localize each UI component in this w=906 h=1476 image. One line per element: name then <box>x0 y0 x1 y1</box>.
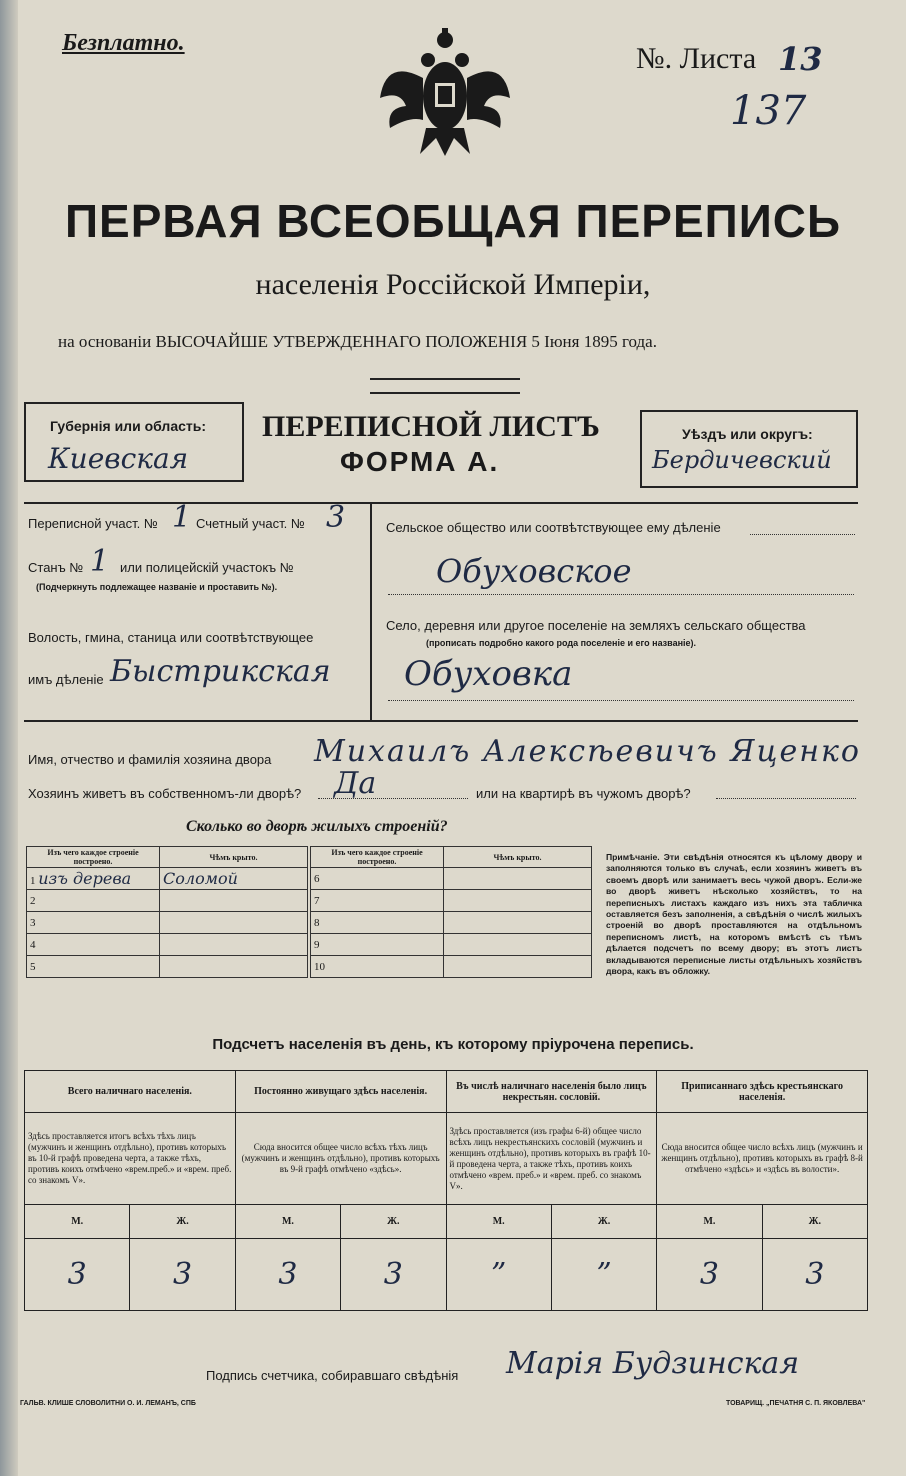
stan-value: 1 <box>90 544 110 579</box>
nonpeasant-m-value: ” <box>446 1239 551 1311</box>
row-number: 4 <box>27 934 160 956</box>
present-f-value: 3 <box>130 1239 235 1311</box>
pop-desc-present: Здѣсь проставляется итогъ всѣхъ тѣхъ лицъ (мужчинъ и женщинъ отдѣльно), противъ которыхъ въ 10-й графѣ проведена черта, а также тѣхъ, противъ коихъ отмѣчено «врем.преб.» и «врем. преб. со знакомъ V». <box>25 1113 236 1205</box>
roof-value <box>444 868 592 890</box>
roof-value <box>444 912 592 934</box>
permanent-f-value: 3 <box>341 1239 446 1311</box>
volost-label-2: имъ дѣленіе <box>28 672 104 687</box>
table-row <box>27 934 308 956</box>
col-roof: Чѣмъ крыто. <box>444 847 592 868</box>
registered-m-value: 3 <box>657 1239 762 1311</box>
pop-desc-registered: Сюда вносится общее число всѣхъ лицъ (мужчинъ и женщинъ отдѣльно), противъ которыхъ въ графѣ 8-й отмѣчено «здѣсь» и «здѣсь въ волости». <box>657 1113 868 1205</box>
row-number: 1 <box>30 875 36 887</box>
signature-value: Марія Будзинская <box>506 1346 800 1381</box>
own-yard-value: Да <box>334 766 377 801</box>
stan-label: Станъ № <box>28 560 84 575</box>
table-row <box>311 956 592 978</box>
table-row <box>311 934 592 956</box>
roof-value <box>160 890 308 912</box>
col-roof: Чѣмъ крыто. <box>160 847 308 868</box>
roof-value <box>160 934 308 956</box>
material-value: изъ дерева <box>38 869 132 888</box>
row-number: 8 <box>311 912 444 934</box>
pop-col-present: Всего наличнаго населенія. <box>25 1071 236 1113</box>
own-yard-label: Хозяинъ живетъ въ собственномъ-ли дворѣ? <box>28 786 302 801</box>
col-material: Изъ чего каждое строеніе построено. <box>311 847 444 868</box>
sex-m-header: М. <box>446 1205 551 1239</box>
census-district-label: Переписной участ. № <box>28 516 158 531</box>
village-value: Обуховка <box>404 654 573 694</box>
uezd-label: Уѣздъ или округъ: <box>682 426 813 442</box>
row-number: 6 <box>311 868 444 890</box>
society-line <box>750 534 855 535</box>
sex-f-header: Ж. <box>762 1205 867 1239</box>
owner-name-value: Михаилъ Алексѣевичъ Яценко <box>314 734 861 769</box>
permanent-m-value: 3 <box>235 1239 340 1311</box>
sheet-number-label: №. Листа <box>636 42 757 75</box>
row-number: 10 <box>311 956 444 978</box>
own-yard-line <box>318 798 468 799</box>
table-row <box>27 912 308 934</box>
population-table <box>24 1070 868 1311</box>
present-m-value: 3 <box>25 1239 130 1311</box>
pop-desc-permanent: Сюда вносится общее число всѣхъ тѣхъ лицъ (мужчинъ и женщинъ отдѣльно), противъ которыхъ въ 9-й графѣ отмѣчено «здѣсь». <box>235 1113 446 1205</box>
roof-value <box>160 912 308 934</box>
village-label: Село, деревня или другое поселеніе на земляхъ сельскаго общества <box>386 618 806 633</box>
row-number: 2 <box>27 890 160 912</box>
uezd-box <box>640 410 858 488</box>
rented-line <box>716 798 856 799</box>
gubernia-value: Киевская <box>48 442 189 475</box>
table-row <box>27 868 308 890</box>
society-value-line <box>388 594 854 595</box>
sex-f-header: Ж. <box>341 1205 446 1239</box>
sheet-number-handwritten: 137 <box>730 88 807 134</box>
buildings-table-right <box>310 846 592 978</box>
stan-note: (Подчеркнуть подлежащее названіе и проставить №). <box>36 582 278 592</box>
sex-f-header: Ж. <box>130 1205 235 1239</box>
imperial-eagle-emblem <box>376 28 514 158</box>
owner-name-label: Имя, отчество и фамилія хозяина двора <box>28 752 272 767</box>
census-title: ПЕРВАЯ ВСЕОБЩАЯ ПЕРЕПИСЬ <box>64 195 842 247</box>
section-mid-rule <box>370 502 372 720</box>
society-label: Сельское общество или соотвѣтствующее ему дѣленіе <box>386 520 721 535</box>
row-number: 7 <box>311 890 444 912</box>
census-district-value: 1 <box>172 500 192 535</box>
free-label: Безплатно. <box>62 30 185 56</box>
table-row <box>311 912 592 934</box>
buildings-table-left <box>26 846 308 978</box>
row-number: 3 <box>27 912 160 934</box>
row-number: 5 <box>27 956 160 978</box>
printer-mark-left: ГАЛЬВ. КЛИШЕ СЛОВОЛИТНИ О. И. ЛЕМАНЪ, СПБ <box>20 1400 196 1407</box>
registered-f-value: 3 <box>762 1239 867 1311</box>
roof-value <box>444 934 592 956</box>
buildings-heading: Сколько во дворѣ жилыхъ строеній? <box>186 818 448 835</box>
count-district-label: Счетный участ. № <box>196 516 305 531</box>
pop-col-permanent: Постоянно живущаго здѣсь населенія. <box>235 1071 446 1113</box>
volost-label: Волость, гмина, станица или соотвѣтствующее <box>28 630 314 645</box>
roof-value <box>444 956 592 978</box>
sex-f-header: Ж. <box>551 1205 656 1239</box>
section-bottom-rule <box>24 720 858 722</box>
uezd-value: Бердичевский <box>652 446 832 474</box>
signature-label: Подпись счетчика, собиравшаго свѣдѣнія <box>206 1368 459 1383</box>
table-row <box>27 956 308 978</box>
census-basis: на основаніи ВЫСОЧАЙШЕ УТВЕРЖДЕННАГО ПОЛОЖЕНІЯ 5 Іюня 1895 года. <box>58 332 657 351</box>
pop-desc-nonpeasant: Здѣсь проставляется (изъ графы 6-й) общее число всѣхъ лицъ некрестьянскихъ сословій (мужчинъ и женщинъ отдѣльно), противъ которыхъ въ графѣ 10-й проведена черта, а также тѣхъ, противъ коихъ отмѣчено «врем. преб.» и «врем. преб. со знакомъ V». <box>446 1113 657 1205</box>
gubernia-label: Губернія или область: <box>50 418 207 434</box>
pop-col-nonpeasant: Въ числѣ наличнаго населенія было лицъ некрестьян. сословій. <box>446 1071 657 1113</box>
sex-m-header: М. <box>25 1205 130 1239</box>
nonpeasant-f-value: ” <box>551 1239 656 1311</box>
pop-col-registered: Приписаннаго здѣсь крестьянскаго населенія. <box>657 1071 868 1113</box>
col-material: Изъ чего каждое строеніе построено. <box>27 847 160 868</box>
gubernia-box <box>24 402 244 482</box>
buildings-note: Примѣчаніе. Эти свѣдѣнія относятся къ цѣлому двору и заполняются только въ случаѣ, если хозяинъ живетъ въ своемъ дворѣ или занимаетъ весь чужой дворъ. Если-же во дворѣ живетъ нѣсколько хозяйствъ, то на переписныхъ листахъ каждаго изъ нихъ эта табличка оставляется безъ заполненія, а свѣдѣнія о числѣ жилыхъ строеній во дворѣ проставляются на отдѣльномъ переписномъ листѣ, на которомъ вмѣстѣ съ тѣмъ дѣлается подсчетъ по всему двору; въ этотъ листъ вкладываются переписные листы отдѣльныхъ хозяйствъ двора, какъ въ обложку. <box>606 852 862 977</box>
table-row <box>311 890 592 912</box>
printer-mark-right: ТОВАРИЩ. „ПЕЧАТНЯ С. П. ЯКОВЛЕВА" <box>726 1400 866 1407</box>
roof-value: Соломой <box>160 868 308 890</box>
population-heading: Подсчетъ населенія въ день, къ которому пріурочена перепись. <box>212 1036 694 1053</box>
row-number: 9 <box>311 934 444 956</box>
stan-suffix: или полицейскій участокъ № <box>120 560 294 575</box>
table-row <box>311 868 592 890</box>
village-value-line <box>388 700 854 701</box>
roof-value <box>160 956 308 978</box>
section-top-rule <box>24 502 858 504</box>
volost-value: Быстрикская <box>110 654 331 689</box>
rented-label: или на квартирѣ въ чужомъ дворѣ? <box>476 786 691 801</box>
form-subtitle: ФОРМА А. <box>340 446 500 477</box>
sex-m-header: М. <box>235 1205 340 1239</box>
table-row <box>27 890 308 912</box>
census-subtitle: населенія Россійской Имперіи, <box>255 268 651 301</box>
sex-m-header: М. <box>657 1205 762 1239</box>
village-note: (прописать подробно какого рода поселеніе и его названіе). <box>426 638 697 648</box>
society-value: Обуховское <box>436 552 632 590</box>
sheet-number-value: 13 <box>778 40 823 78</box>
ornament-divider <box>370 378 520 394</box>
count-district-value: 3 <box>326 500 346 535</box>
form-title: ПЕРЕПИСНОЙ ЛИСТЪ <box>262 410 600 443</box>
roof-value <box>444 890 592 912</box>
